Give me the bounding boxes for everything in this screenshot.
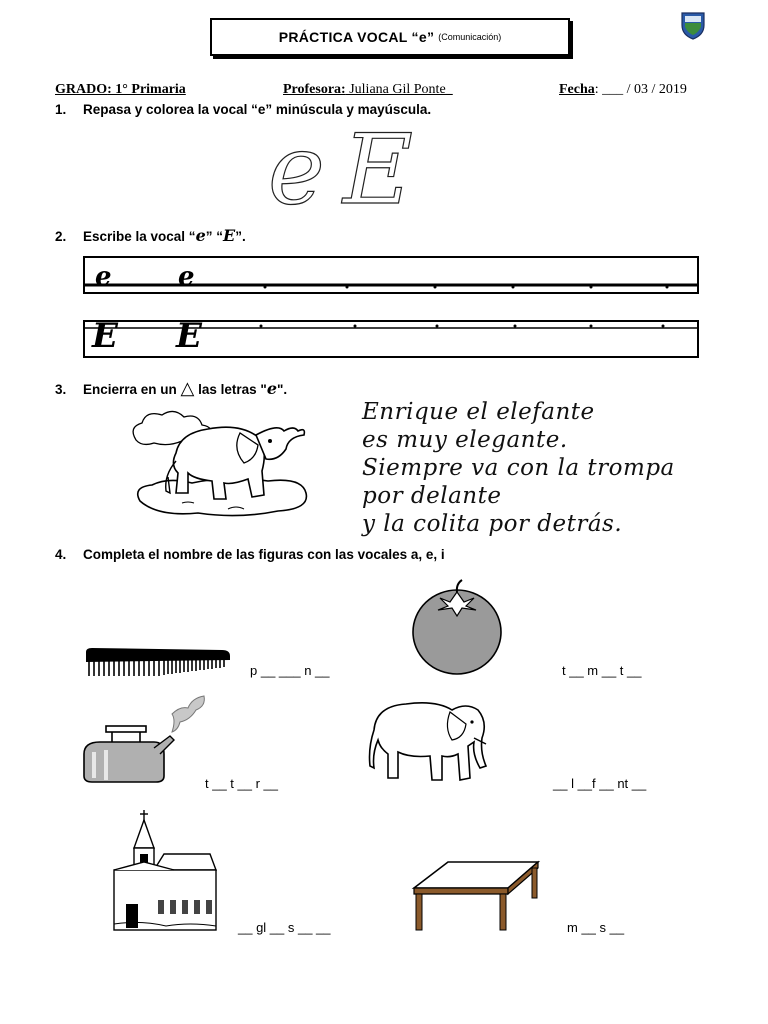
question-2-text-before: Escribe la vocal “ xyxy=(83,229,196,244)
teacher-field xyxy=(283,82,453,98)
grade-value: : 1° Primaria xyxy=(107,82,186,97)
question-1-number: 1. xyxy=(55,102,67,117)
question-2-text-mid: ” “ xyxy=(205,229,224,244)
blank-kettle: t __ t __ r __ xyxy=(205,776,278,791)
tomato-image xyxy=(410,578,504,676)
question-2 xyxy=(55,226,246,245)
poem-line-1: Enrique el elefante xyxy=(362,399,595,425)
poem xyxy=(362,398,675,538)
question-3-text-after: ". xyxy=(277,382,288,397)
strip-2-letter-1: E xyxy=(92,316,118,356)
poem-line-4: por delante xyxy=(362,483,502,509)
triangle-icon: △ xyxy=(180,378,195,398)
question-2-letter-lower: e xyxy=(195,226,206,245)
question-4-text: Completa el nombre de las figuras con las vocales a, e, i xyxy=(83,547,445,562)
question-3 xyxy=(55,378,287,399)
strip-1-letter-2: e xyxy=(178,262,195,292)
date-field xyxy=(559,82,687,98)
question-3-text-before: Encierra en un xyxy=(83,382,181,397)
blank-elephant: __ l __f __ nt __ xyxy=(553,776,647,791)
poem-line-2: es muy elegante. xyxy=(362,427,568,453)
elephant-image xyxy=(366,694,490,786)
title-box xyxy=(210,18,570,56)
dotted-letter-e-lower: e xyxy=(268,114,343,226)
blank-church: __ gl __ s __ __ xyxy=(238,920,331,935)
blank-table: m __ s __ xyxy=(567,920,625,935)
page-subtitle: (Comunicación) xyxy=(438,32,502,42)
question-4 xyxy=(55,547,445,562)
church-image xyxy=(110,808,220,934)
dotted-letters xyxy=(268,114,431,226)
question-1-text: Repasa y colorea la vocal “e” minúscula y mayúscula. xyxy=(83,102,432,117)
dotted-letter-e-upper: E xyxy=(342,114,431,226)
blank-tomato: t __ m __ t __ xyxy=(562,663,642,678)
question-2-text-after: ”. xyxy=(235,229,246,244)
teacher-value: Juliana Gil Ponte_ xyxy=(345,82,453,97)
question-2-letter-upper: E xyxy=(223,226,236,245)
poem-line-5: y la colita por detrás. xyxy=(362,511,623,537)
writing-strip-lowercase xyxy=(83,256,699,294)
date-label: Fecha xyxy=(559,82,595,97)
school-shield-logo xyxy=(678,10,708,40)
poem-line-3: Siempre va con la trompa xyxy=(362,455,675,481)
question-2-number: 2. xyxy=(55,229,67,244)
strip-1-letter-1: e xyxy=(95,262,112,292)
grade-label: GRADO xyxy=(55,82,108,97)
question-3-text-mid: las letras " xyxy=(194,382,267,397)
cartoon-elephant-image xyxy=(128,405,312,523)
date-value: : ___ / 03 / 2019 xyxy=(594,82,687,97)
comb-image xyxy=(84,646,232,678)
table-image xyxy=(408,858,542,934)
question-3-number: 3. xyxy=(55,382,67,397)
page-title: PRÁCTICA VOCAL “e” xyxy=(278,29,435,45)
blank-comb: p __ ___ n __ xyxy=(250,663,330,678)
teacher-label: Profesora: xyxy=(283,82,346,97)
question-4-number: 4. xyxy=(55,547,67,562)
kettle-image xyxy=(80,692,212,784)
grade-field xyxy=(55,82,186,98)
question-3-letter: e xyxy=(266,379,278,398)
strip-2-letter-2: E xyxy=(176,316,202,356)
